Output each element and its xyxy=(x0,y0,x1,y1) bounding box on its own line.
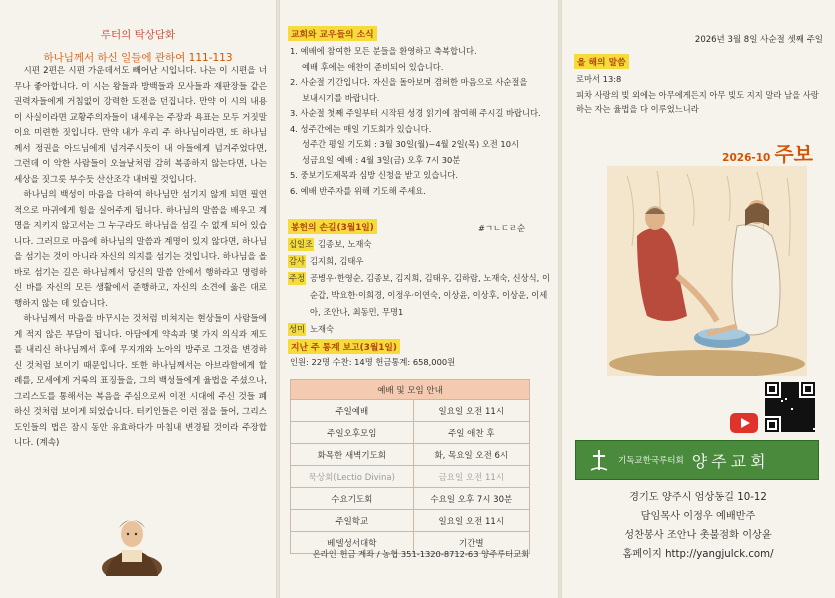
schedule-time: 일요일 오전 11시 xyxy=(413,510,529,532)
news-item: 6. 예배 반주자를 위해 기도해 주세요. xyxy=(290,185,426,196)
church-pastor: 담임목사 이정우 예배반주 xyxy=(640,511,756,522)
offering-row xyxy=(288,253,550,270)
hashtag: #ㄱㄴㄷㄹ순 xyxy=(478,223,526,233)
offering-row xyxy=(288,270,550,321)
schedule-name: 묵상회(Lectio Divina) xyxy=(291,466,414,488)
bulletin-word: 주보 xyxy=(774,142,813,166)
news-item: 보내시기를 바랍니다. xyxy=(302,92,380,103)
foot-washing-illustration xyxy=(607,166,807,376)
news-item: 예배 후에는 애찬이 준비되어 있습니다. xyxy=(302,61,444,72)
offering-value: 공병우·한영순, 김종보, 김지희, 김태우, 김하람, 노재숙, 신상식, 이순갑, 박요한·이희경, 이정우·이연숙, 이상윤, 이상후, 이상운, 이세아, 조안나, 최동민, 무명1 xyxy=(310,273,550,317)
paragraph: 하나님의 백성이 마음을 다하여 하나님만 섬기지 않게 되면 필연적으로 마귀에게 힘을 실어주게 됩니다. 하나님의 말씀을 배우고 계명을 지키지 않고서는 그 누구라도 하나님을 섬길 수 없게 되어 있습니다. 그러므로 마음에 하나님의 말씀과 계명이 있지 않다면, 하나님을 섬기는 것이 아니라 자신의 의지를 섬기는 것입니다. 하나님을 올바로 섬기는 길은 하나님께서 당신의 말씀 안에서 행하라고 명령하신 바를 자신의 모든 생활에서 준행하고, 자신의 소견에 옳은 대로 행하지 않는 데 있습니다. xyxy=(14,190,267,309)
schedule-time: 수요일 오후 7시 30분 xyxy=(413,488,529,510)
stats-heading: 지난 주 통계 보고(3월1일) xyxy=(288,339,400,354)
offering-label: 감사 xyxy=(289,256,306,266)
paragraph: 하나님께서 마음을 바꾸시는 것처럼 비쳐지는 현상들이 사람들에게 적지 않은 부담이 됩니다. 아담에게 약속과 몇 가지 의식과 제도를 내리신 하나님께서 후에 무지개와 노아의 방주로 그것을 변경하신 것처럼 보이기 때문입니다. 또한 하나님께서는 아브라함에게 할례를, 모세에게 거룩의 표징들을, 그의 백성들에게 율법을 주셨으나, 그리스도를 통해서는 복음을 주심으로써 이전 시대에 주신 것들 폐하신 것처럼 보이게 되었습니다. 터키인들은 이런 점을 들어, 그리스도인들의 법은 잠시 동안 유효하다가 마침내 변경될 것이라 주장합니다. (계속) xyxy=(14,314,267,448)
offering-value: 노재숙 xyxy=(310,324,335,334)
schedule-table xyxy=(290,379,530,554)
verse-reference: 로마서 13:8 xyxy=(576,74,622,84)
schedule-row xyxy=(291,510,530,532)
offering-row xyxy=(288,321,550,338)
schedule-name: 베델성서대학 xyxy=(291,532,414,554)
bulletin-title xyxy=(722,138,813,167)
table-talk-body xyxy=(14,64,267,452)
schedule-time: 일요일 오전 11시 xyxy=(413,400,529,422)
news-list xyxy=(290,44,552,199)
offering-list xyxy=(288,236,550,338)
panel-luther-table-talk xyxy=(0,0,276,598)
news-item: 4. 성주간에는 매일 기도회가 있습니다. xyxy=(290,123,432,134)
schedule-heading: 예배 및 모임 안내 xyxy=(291,380,530,400)
schedule-time: 기간별 xyxy=(413,532,529,554)
qr-code[interactable] xyxy=(765,382,815,432)
schedule-body xyxy=(291,400,530,554)
schedule-row xyxy=(291,444,530,466)
schedule-row xyxy=(291,466,530,488)
denomination: 기독교한국루터회 xyxy=(618,456,684,466)
schedule-name: 주일학교 xyxy=(291,510,414,532)
table-talk-title: 루터의 탁상담화 xyxy=(100,29,176,41)
schedule-name: 화목한 새벽기도회 xyxy=(291,444,414,466)
schedule-row xyxy=(291,400,530,422)
schedule-name: 수요기도회 xyxy=(291,488,414,510)
news-item: 2. 사순절 기간입니다. 자신을 돌아보며 겸허한 마음으로 사순절을 xyxy=(290,77,528,87)
service-date: 2026년 3월 8일 사순절 셋째 주일 xyxy=(694,35,823,45)
paragraph: 시편 2편은 시편 가운데서도 빼어난 시입니다. 나는 이 시편을 너무나 좋아합니다. 이 시는 왕들과 방백들과 모사들과 재판장들 같은 권력자들에게 거침없이 강력한 도전을 던집니다. 만약 이 시의 내용이 사실이라면 교황주의자들이 내세우는 주장과 욕표는 모두 거짓말이요 미련한 짓입니다. 만약 내가 우리 주 하나님이라면, 또 하나님께서 정권을 아드님에게 넘겨주시듯이 내 아들에게 넘겨주었다면, 그런데 이 악한 사람들이 오늘날처럼 감히 복종하지 않는다면, 나는 세상을 짓그릇 부수듯 산산조각 내버릴 것입니다. xyxy=(14,66,267,185)
offering-label: 십일조 xyxy=(289,239,314,249)
schedule-row xyxy=(291,488,530,510)
schedule-row xyxy=(291,422,530,444)
offering-label: 주정 xyxy=(289,273,306,283)
offering-heading: 봉헌의 손길(3월1일) xyxy=(288,219,377,234)
offering-label: 성미 xyxy=(289,324,306,334)
schedule-name: 주일예배 xyxy=(291,400,414,422)
bulletin-number: 2026-10 xyxy=(722,152,771,164)
online-offering-account: 온라인 헌금 계좌 / 농협 351-1320-8712-63 양주루터교회 xyxy=(312,549,530,559)
news-item: 성금요일 예배 : 4월 3일(금) 오후 7시 30분 xyxy=(302,154,461,165)
news-item: 1. 예배에 참여한 모든 분들을 환영하고 축복합니다. xyxy=(290,46,477,56)
church-name: 양주교회 xyxy=(691,451,770,471)
news-heading: 교회와 교우들의 소식 xyxy=(288,26,377,41)
church-info xyxy=(576,488,820,564)
schedule-time: 화, 목요일 오전 6시 xyxy=(413,444,529,466)
luther-portrait-illustration xyxy=(100,508,164,576)
church-address: 경기도 양주시 엄상동길 10-12 xyxy=(629,492,767,503)
schedule-name: 주일오후모임 xyxy=(291,422,414,444)
youtube-icon[interactable] xyxy=(730,413,758,433)
church-servers: 성찬봉사 조안나 촛불점화 이상윤 xyxy=(624,530,772,541)
panel-cover xyxy=(562,0,835,598)
schedule-time: 금요일 오전 11시 xyxy=(413,466,529,488)
church-name-bar xyxy=(575,440,819,480)
verse-text: 피차 사랑의 빚 외에는 아무에게든지 아무 빚도 지지 말라 남을 사랑하는 자는 율법을 다 이루었느니라 xyxy=(576,90,819,114)
news-item: 3. 사순절 첫째 주일부터 시작된 성경 읽기에 참여해 주시길 바랍니다. xyxy=(290,108,541,118)
cross-icon xyxy=(590,448,608,472)
year-word-heading: 올 해의 말씀 xyxy=(574,54,629,69)
panel-church-news xyxy=(280,0,558,598)
table-talk-subtitle: 하나님께서 하신 일들에 관하여 111-113 xyxy=(43,52,233,64)
news-item: 5. 중보기도제목과 심방 신청을 받고 있습니다. xyxy=(290,170,459,180)
offering-value: 김지희, 김태우 xyxy=(310,256,364,266)
schedule-time: 주일 애찬 후 xyxy=(413,422,529,444)
news-item: 성주간 평일 기도회 : 3월 30일(월)~4월 2일(목) 오전 10시 xyxy=(302,139,519,149)
church-homepage[interactable]: 홈페이지 http://yangjulck.com/ xyxy=(622,549,774,560)
offering-value: 김종보, 노재숙 xyxy=(318,239,372,249)
stats-text: 인원: 22명 수찬: 14명 헌금통계: 658,000원 xyxy=(290,357,456,367)
offering-row xyxy=(288,236,550,253)
